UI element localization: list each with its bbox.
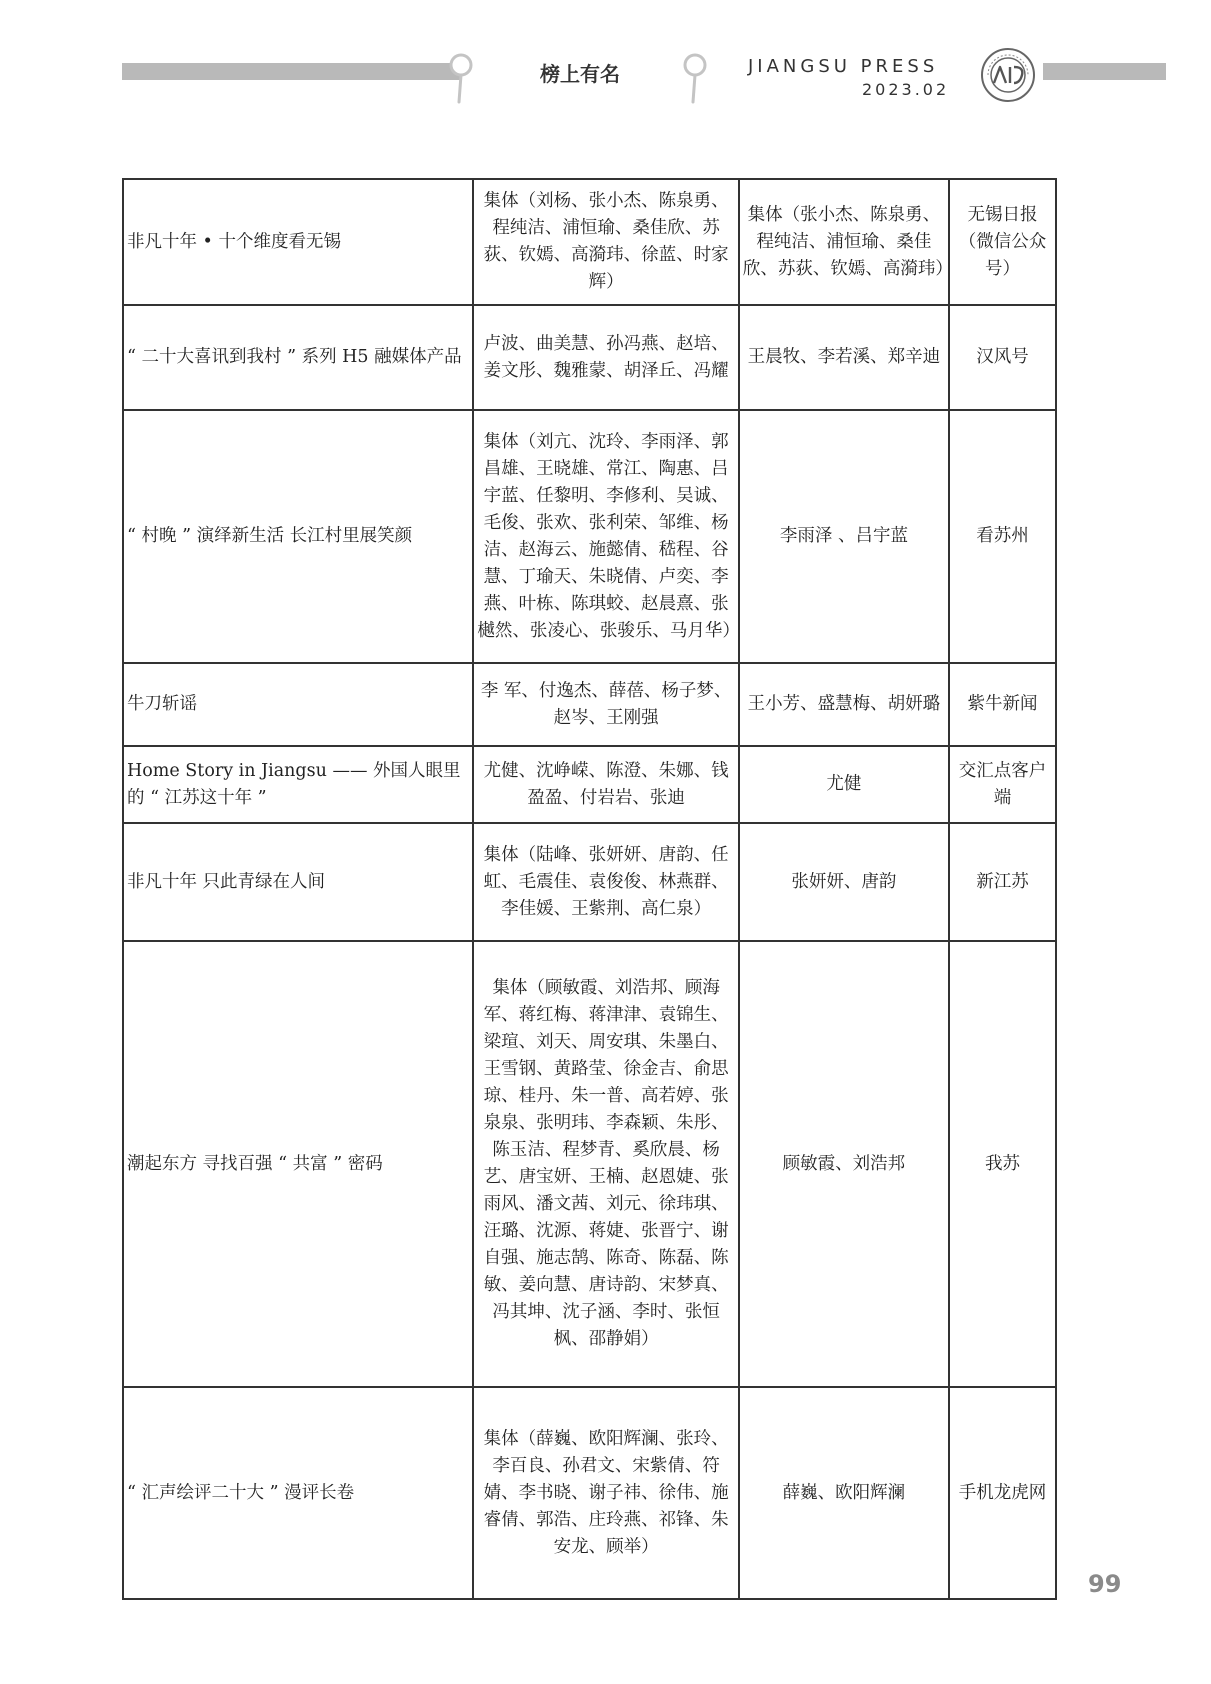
entry-authors: 李 军、付逸杰、薛蓓、杨子梦、赵岑、王刚强	[473, 663, 739, 746]
table-row	[123, 305, 1056, 410]
page-number: 99	[1088, 1570, 1122, 1598]
entry-publisher: 我苏	[949, 941, 1056, 1387]
entry-title: “ 村晚 ” 演绎新生活 长江村里展笑颜	[123, 410, 473, 663]
magazine-name: JIANGSU PRESS	[748, 56, 939, 77]
entry-publisher: 汉风号	[949, 305, 1056, 410]
association-seal-icon	[980, 47, 1036, 103]
entry-title: 非凡十年 • 十个维度看无锡	[123, 179, 473, 305]
issue-date: 2023.02	[862, 80, 950, 99]
table-row	[123, 1387, 1056, 1599]
table-row	[123, 941, 1056, 1387]
pin-icon	[682, 52, 708, 104]
entry-authors: 卢波、曲美慧、孙冯燕、赵培、姜文彤、魏雅蒙、胡泽丘、冯耀	[473, 305, 739, 410]
entry-publisher: 看苏州	[949, 410, 1056, 663]
entry-title: “ 汇声绘评二十大 ” 漫评长卷	[123, 1387, 473, 1599]
table-row	[123, 410, 1056, 663]
entry-publisher: 手机龙虎网	[949, 1387, 1056, 1599]
entry-publisher: 新江苏	[949, 823, 1056, 941]
entry-editors: 薛巍、欧阳辉澜	[739, 1387, 949, 1599]
entry-title: Home Story in Jiangsu —— 外国人眼里的 “ 江苏这十年 ”	[123, 746, 473, 823]
entry-editors: 王晨牧、李若溪、郑辛迪	[739, 305, 949, 410]
entry-authors: 集体（陆峰、张妍妍、唐韵、任虹、毛震佳、袁俊俊、林燕群、李佳媛、王紫荆、高仁泉）	[473, 823, 739, 941]
entry-editors: 王小芳、盛慧梅、胡妍璐	[739, 663, 949, 746]
entry-authors: 集体（薛巍、欧阳辉澜、张玲、李百良、孙君文、宋紫倩、符婧、李书晓、谢子祎、徐伟、施睿倩、郭浩、庄玲燕、祁锋、朱安龙、顾举）	[473, 1387, 739, 1599]
entry-authors: 尤健、沈峥嵘、陈澄、朱娜、钱盈盈、付岩岩、张迪	[473, 746, 739, 823]
entry-editors: 张妍妍、唐韵	[739, 823, 949, 941]
entry-authors: 集体（顾敏霞、刘浩邦、顾海军、蒋红梅、蒋津津、袁锦生、梁瑄、刘天、周安琪、朱墨白、王雪钢、黄路莹、徐金吉、俞思琼、桂丹、朱一普、高若婷、张泉泉、张明玮、李森颖、朱彤、陈玉洁、程梦青、奚欣晨、杨艺、唐宝妍、王楠、赵恩婕、张雨风、潘文茜、刘元、徐玮琪、汪璐、沈源、蒋婕、张晋宁、谢自强、施志鹄、陈奇、陈磊、陈敏、姜向慧、唐诗韵、宋梦真、冯其坤、沈子涵、李时、张恒枫、邵静娟）	[473, 941, 739, 1387]
entry-publisher: 无锡日报（微信公众号）	[949, 179, 1056, 305]
header-bar-left	[122, 63, 462, 80]
entry-title: “ 二十大喜讯到我村 ” 系列 H5 融媒体产品	[123, 305, 473, 410]
entry-publisher: 交汇点客户端	[949, 746, 1056, 823]
entry-editors: 顾敏霞、刘浩邦	[739, 941, 949, 1387]
awards-table	[122, 178, 1057, 1600]
entry-publisher: 紫牛新闻	[949, 663, 1056, 746]
awards-table-body	[123, 179, 1056, 1599]
table-row	[123, 663, 1056, 746]
header-bar-right	[1043, 63, 1166, 80]
entry-editors: 尤健	[739, 746, 949, 823]
entry-authors: 集体（刘杨、张小杰、陈泉勇、程纯洁、浦恒瑜、桑佳欣、苏荻、钦嫣、高漪玮、徐蓝、时家辉）	[473, 179, 739, 305]
entry-editors: 李雨泽 、吕宇蓝	[739, 410, 949, 663]
pin-icon	[448, 52, 474, 104]
table-row	[123, 746, 1056, 823]
entry-editors: 集体（张小杰、陈泉勇、程纯洁、浦恒瑜、桑佳欣、苏荻、钦嫣、高漪玮）	[739, 179, 949, 305]
table-row	[123, 823, 1056, 941]
entry-title: 潮起东方 寻找百强 “ 共富 ” 密码	[123, 941, 473, 1387]
entry-title: 非凡十年 只此青绿在人间	[123, 823, 473, 941]
section-title: 榜上有名	[540, 62, 620, 86]
entry-title: 牛刀斩谣	[123, 663, 473, 746]
table-row	[123, 179, 1056, 305]
entry-authors: 集体（刘亢、沈玲、李雨泽、郭昌雄、王晓雄、常江、陶惠、吕宇蓝、任黎明、李修利、吴诚、毛俊、张欢、张利荣、邹维、杨洁、赵海云、施懿倩、嵇程、谷慧、丁瑜天、朱晓倩、卢奕、李燕、叶栋、陈琪蛟、赵晨熹、张樾然、张凌心、张骏乐、马月华）	[473, 410, 739, 663]
